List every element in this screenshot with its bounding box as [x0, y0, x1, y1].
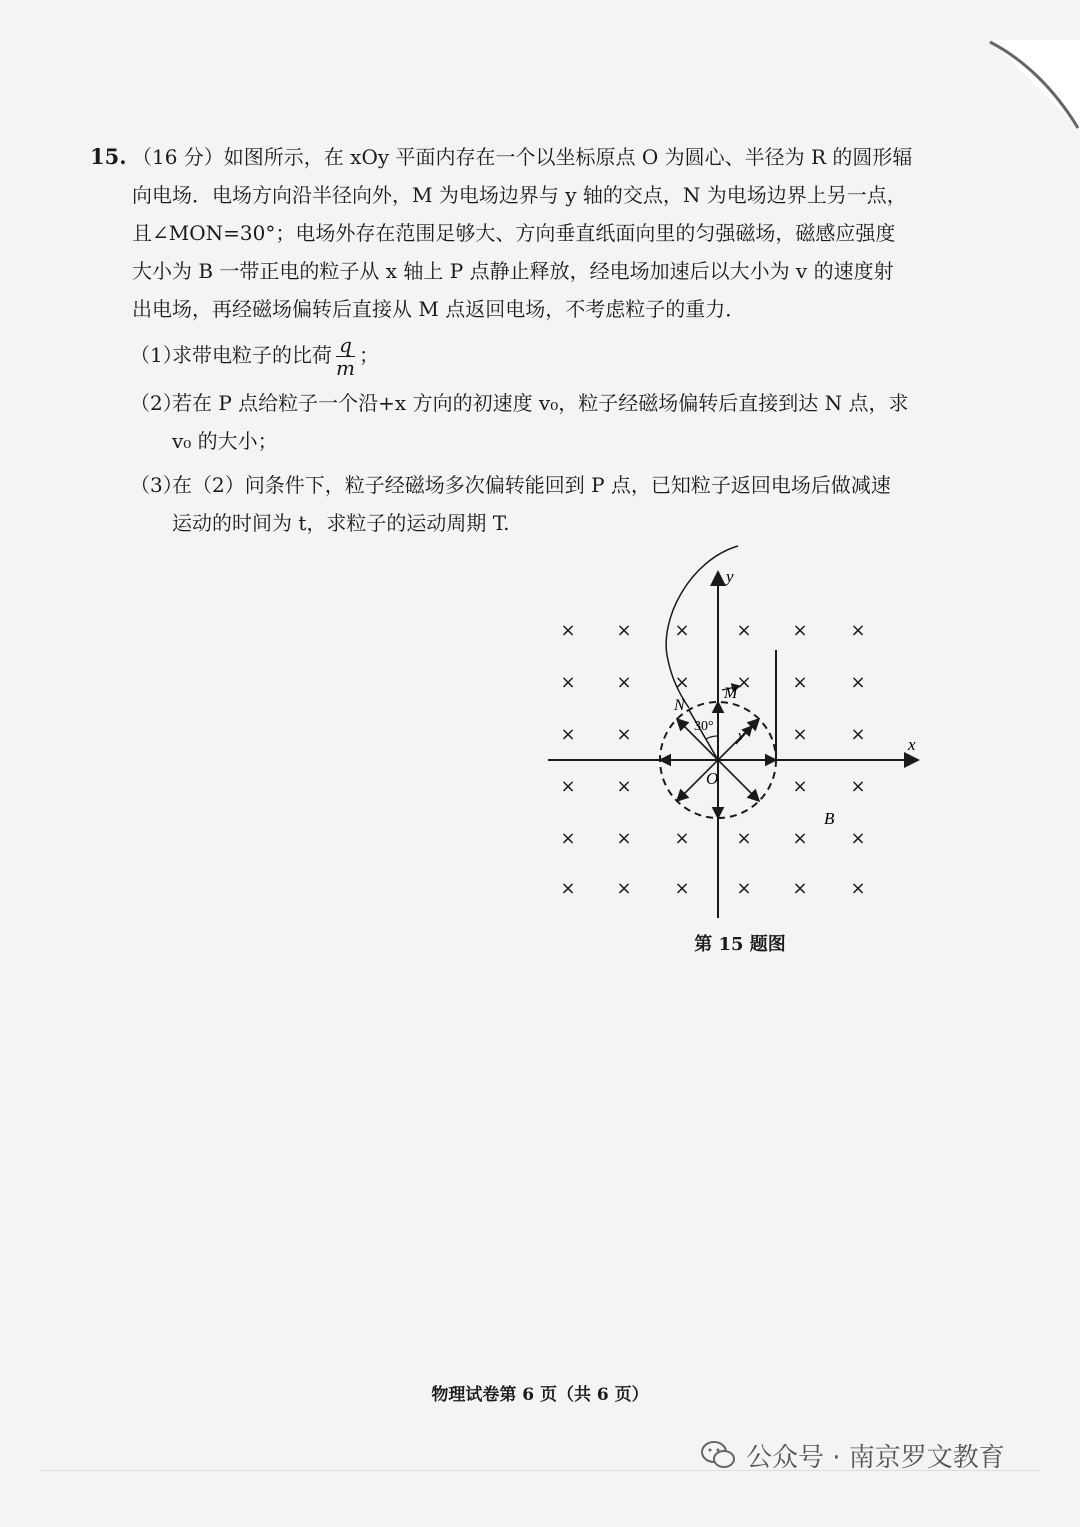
origin-label: O: [706, 769, 719, 788]
field-cross-mark: ×: [850, 672, 866, 693]
field-cross-mark: ×: [792, 724, 808, 745]
question-text: 求带电粒子的比荷: [172, 343, 332, 367]
problem-stem: [132, 138, 950, 328]
field-cross-mark: ×: [560, 828, 576, 849]
page-corner-fold: [970, 40, 1080, 150]
field-cross-mark: ×: [616, 672, 632, 693]
wechat-icon: [700, 1440, 736, 1470]
field-cross-mark: ×: [736, 620, 752, 641]
stem-line: 且∠MON=30°；电场外存在范围足够大、方向垂直纸面向里的匀强磁场，磁感应强度: [132, 221, 896, 245]
question-label: （3）: [130, 473, 183, 497]
field-cross-mark: ×: [850, 878, 866, 899]
question-end: ；: [358, 343, 379, 367]
question-2: [130, 384, 908, 460]
field-cross-mark: ×: [616, 828, 632, 849]
field-cross-mark: ×: [792, 620, 808, 641]
point-n-label: N: [674, 697, 685, 714]
question-1: [130, 334, 379, 379]
question-text-cont: 运动的时间为 t，求粒子的运动周期 T.: [172, 511, 510, 535]
angle-arc: [706, 736, 718, 739]
field-cross-mark: ×: [850, 724, 866, 745]
question-text: 若在 P 点给粒子一个沿+x 方向的初速度 v₀，粒子经磁场偏转后直接到达 N 点，求: [172, 391, 909, 415]
field-cross-mark: ×: [616, 878, 632, 899]
stem-line: 出电场，再经磁场偏转后直接从 M 点返回电场，不考虑粒子的重力．: [132, 297, 746, 321]
field-cross-mark: ×: [560, 620, 576, 641]
field-cross-mark: ×: [850, 776, 866, 797]
stem-line: （16 分）如图所示，在 xOy 平面内存在一个以坐标原点 O 为圆心、半径为 R 的圆形辐: [132, 145, 913, 169]
magnetic-field-label: B: [824, 809, 835, 828]
watermark: [700, 1430, 1005, 1480]
fraction-denominator: m: [336, 356, 355, 380]
velocity-label: v: [738, 728, 745, 744]
field-cross-mark: ×: [560, 878, 576, 899]
question-label: （2）: [130, 391, 183, 415]
field-cross-mark: ×: [792, 672, 808, 693]
field-cross-mark: ×: [792, 776, 808, 797]
field-cross-mark: ×: [560, 672, 576, 693]
problem-number: 15.: [90, 144, 127, 169]
field-cross-mark: ×: [792, 878, 808, 899]
x-axis-label: x: [908, 735, 916, 754]
y-axis-label: y: [726, 567, 734, 586]
field-cross-mark: ×: [674, 828, 690, 849]
field-cross-mark: ×: [736, 828, 752, 849]
angle-label: 30°: [694, 719, 714, 734]
field-cross-mark: ×: [792, 828, 808, 849]
field-cross-mark: ×: [736, 878, 752, 899]
point-m-label: M: [724, 685, 738, 702]
field-cross-mark: ×: [850, 620, 866, 641]
field-cross-mark: ×: [850, 828, 866, 849]
field-cross-mark: ×: [560, 724, 576, 745]
field-cross-mark: ×: [674, 672, 690, 693]
field-cross-mark: ×: [616, 620, 632, 641]
charge-mass-fraction: [336, 334, 355, 379]
figure-caption: 第 15 题图: [694, 934, 786, 955]
fraction-numerator: q: [336, 334, 355, 357]
problem-15: [90, 138, 950, 328]
field-cross-mark: ×: [736, 672, 752, 693]
field-cross-mark: ×: [560, 776, 576, 797]
field-diagram: [540, 540, 940, 930]
question-text: 在（2）问条件下，粒子经磁场多次偏转能回到 P 点，已知粒子返回电场后做减速: [172, 473, 891, 497]
stem-line: 向电场．电场方向沿半径向外，M 为电场边界与 y 轴的交点，N 为电场边界上另一点，: [132, 183, 907, 207]
question-text-cont: v₀ 的大小；: [172, 429, 278, 453]
field-cross-mark: ×: [616, 776, 632, 797]
question-label: （1）: [130, 343, 183, 367]
question-3: [130, 466, 891, 542]
watermark-text: 公众号 · 南京罗文教育: [746, 1442, 1005, 1473]
stem-line: 大小为 B 一带正电的粒子从 x 轴上 P 点静止释放，经电场加速后以大小为 v 的速度射: [132, 259, 894, 283]
page-footer: 物理试卷第 6 页（共 6 页）: [431, 1385, 649, 1405]
field-cross-mark: ×: [674, 878, 690, 899]
field-cross-mark: ×: [616, 724, 632, 745]
field-cross-mark: ×: [674, 620, 690, 641]
